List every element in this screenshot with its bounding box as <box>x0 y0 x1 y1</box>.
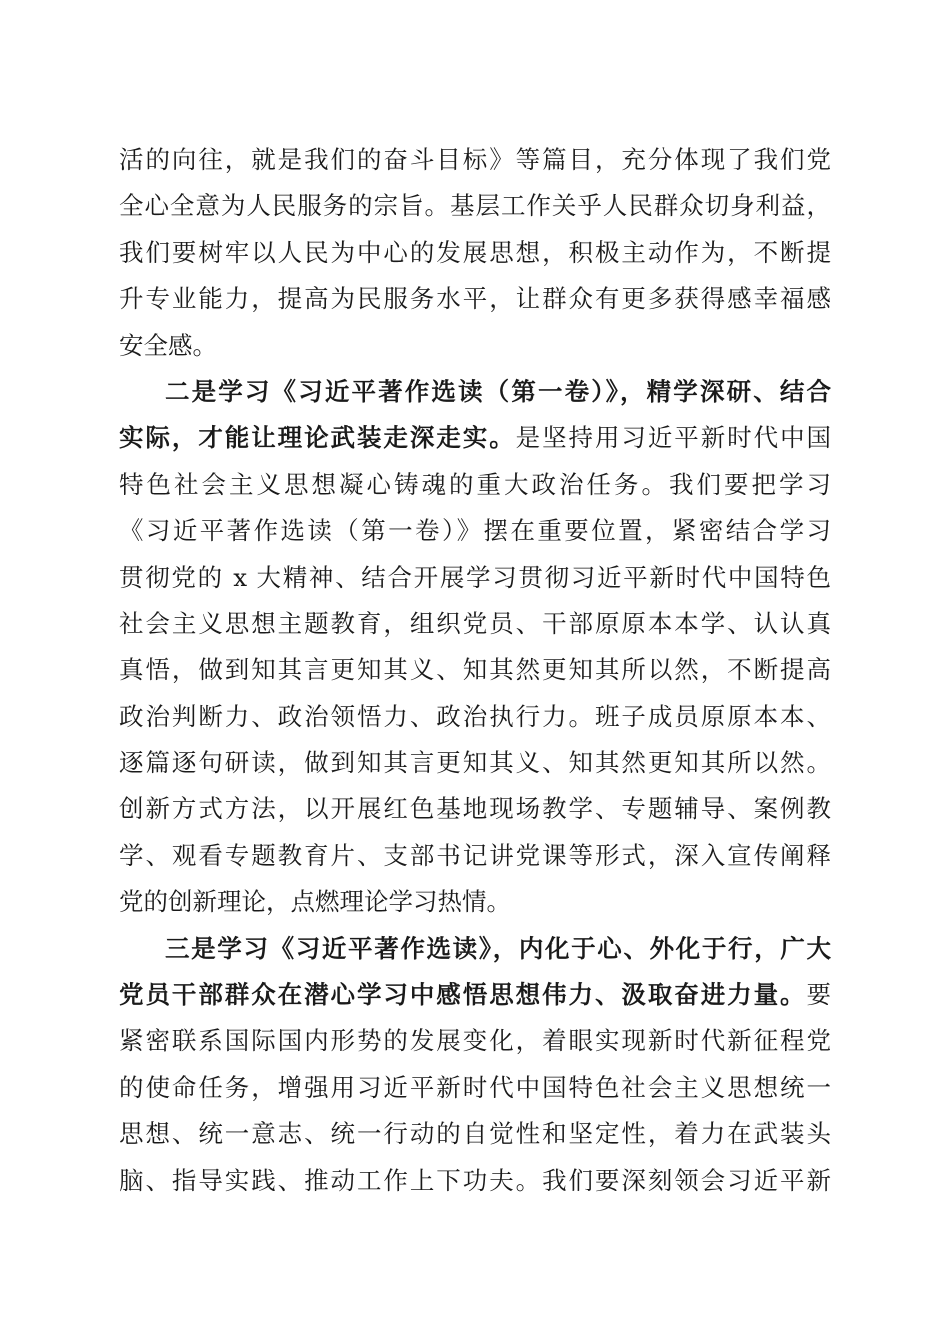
text-line: 升专业能力，提高为民服务水平，让群众有更多获得感幸福感 <box>119 284 831 314</box>
paragraph-1 <box>119 137 831 369</box>
bold-heading-text: 二是学习《习近平著作选读（第一卷）》，精学深研、结合 <box>165 376 831 406</box>
text-line: 实际，才能让理论武装走深走实。是坚持用习近平新时代中国 <box>119 423 831 453</box>
text-line: 脑、指导实践、推动工作上下功夫。我们要深刻领会习近平新 <box>119 1165 831 1195</box>
text-line: 真悟，做到知其言更知其义、知其然更知其所以然，不断提高 <box>119 655 831 685</box>
text-line: 活的向往，就是我们的奋斗目标》等篇目，充分体现了我们党 <box>119 145 831 174</box>
text-line: 《习近平著作选读（第一卷）》摆在重要位置，紧密结合学习 <box>119 516 831 546</box>
paragraph-3 <box>119 926 831 1204</box>
text-line: 我们要树牢以人民为中心的发展思想，积极主动作为，不断提 <box>119 237 831 267</box>
text-line: 逐篇逐句研读，做到知其言更知其义、知其然更知其所以然。 <box>119 748 831 778</box>
text-line: 的使命任务，增强用习近平新时代中国特色社会主义思想统一 <box>119 1072 831 1102</box>
text-line: 全心全意为人民服务的宗旨。基层工作关乎人民群众切身利益， <box>119 191 831 221</box>
document-body <box>119 137 831 1204</box>
bold-heading-text: 实际，才能让理论武装走深走实。 <box>119 423 516 453</box>
text-line: 社会主义思想主题教育，组织党员、干部原原本本学、认认真 <box>119 608 831 638</box>
text-line: 学、观看专题教育片、支部书记讲党课等形式，深入宣传阐释 <box>119 840 831 870</box>
text-line <box>119 369 831 415</box>
text-line: 贯彻党的 x 大精神、结合开展学习贯彻习近平新时代中国特色 <box>119 562 831 592</box>
text-line: 党员干部群众在潜心学习中感悟思想伟力、汲取奋进力量。要 <box>119 980 831 1010</box>
text-line: 党的创新理论，点燃理论学习热情。 <box>119 887 511 917</box>
paragraph-2 <box>119 369 831 926</box>
text-line: 特色社会主义思想凝心铸魂的重大政治任务。我们要把学习 <box>119 469 831 499</box>
bold-heading-text: 党员干部群众在潜心学习中感悟思想伟力、汲取奋进力量。 <box>119 980 807 1010</box>
text-line: 创新方式方法，以开展红色基地现场教学、专题辅导、案例教 <box>119 794 831 824</box>
text-line <box>119 926 831 972</box>
bold-heading-text: 三是学习《习近平著作选读》，内化于心、外化于行，广大 <box>165 933 831 963</box>
text-line: 紧密联系国际国内形势的发展变化，着眼实现新时代新征程党 <box>119 1026 831 1056</box>
text-line: 政治判断力、政治领悟力、政治执行力。班子成员原原本本、 <box>119 701 831 731</box>
text-line: 思想、统一意志、统一行动的自觉性和坚定性，着力在武装头 <box>119 1119 831 1149</box>
text-line: 安全感。 <box>119 330 217 360</box>
